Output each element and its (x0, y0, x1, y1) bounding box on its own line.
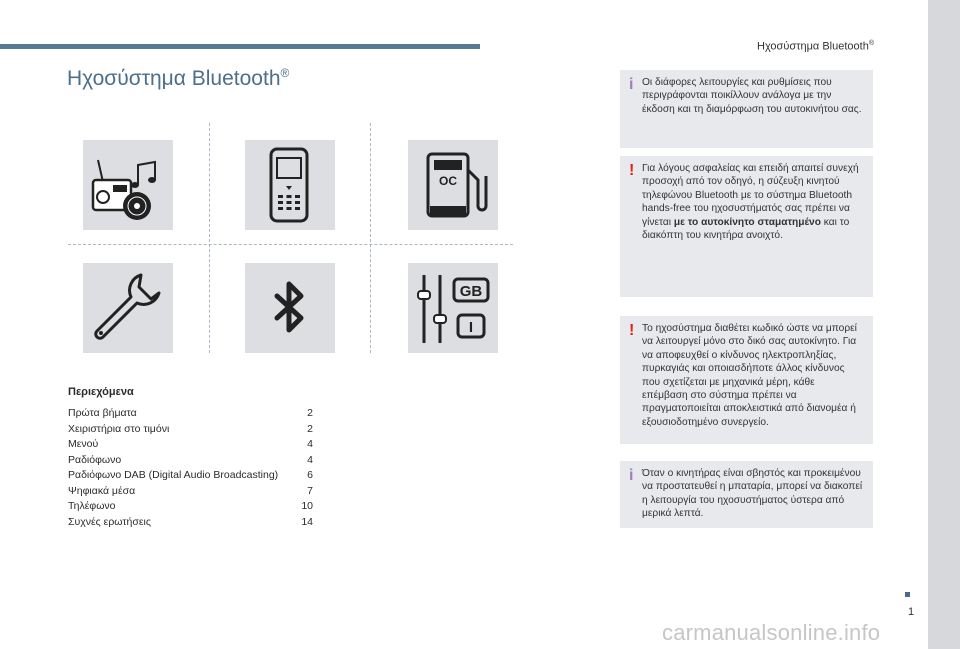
tile-radio-music[interactable] (83, 140, 173, 230)
toc-page: 10 (301, 500, 313, 512)
toc-item[interactable] (68, 499, 313, 515)
page-title-text: Ηχοσύστημα Bluetooth (67, 67, 281, 90)
fuel-pump-icon (408, 140, 498, 230)
tile-language[interactable] (408, 263, 498, 353)
toc-item[interactable] (68, 406, 313, 422)
info-icon: i (629, 467, 634, 484)
tile-bluetooth[interactable] (245, 263, 335, 353)
language-top-label: GB (459, 283, 483, 300)
contents-heading: Περιεχόμενα (68, 386, 134, 398)
grid-divider (209, 123, 210, 353)
note-text: Το ηχοσύστημα διαθέτει κωδικό ώστε να μπορεί να λειτουργεί μόνο στο δικό σας αυτοκίνητο. Για να αποφευχθεί ο κίνδυνος ηλεκτροπληξίας, πυρκαγιάς και οποιασδήποτε άλλος κίνδυνος που σχετίζεται με μηχανικά μέρη, κάθε επέμβαση στο σύστημα πρέπει να πραγματοποιείται αποκλειστικά από διανομέα ή εξουσιοδοτημένο συνεργείο. (642, 323, 857, 428)
warning-icon: ! (629, 322, 635, 339)
warning-note (620, 156, 873, 297)
toc-title: Ραδιόφωνο (68, 453, 122, 466)
note-text (642, 162, 863, 242)
toc-title: Ραδιόφωνο DAB (Digital Audio Broadcasting) (68, 469, 279, 481)
warning-icon: ! (629, 162, 635, 179)
wrench-icon (83, 263, 173, 353)
info-note (620, 461, 873, 528)
toc-page: 4 (307, 453, 313, 466)
note-text-part: και το διακόπτη του κινητήρα ανοιχτό. (642, 216, 850, 242)
toc-item[interactable] (68, 437, 313, 453)
grid-divider (370, 123, 371, 353)
page-title (67, 66, 289, 91)
tile-phone[interactable] (245, 140, 335, 230)
note-text: Όταν ο κινητήρας είναι σβηστός και προκειμένου να προστατευθεί η μπαταρία, μπορεί να διακοπεί η λειτουργία του ηχοσυστήματος ύστερα από μερικά λεπτά. (642, 468, 863, 520)
mobile-phone-icon (245, 140, 335, 230)
header-bar (0, 44, 480, 49)
toc-title: Χειριστήρια στο τιμόνι (68, 422, 170, 435)
page-number: 1 (908, 606, 915, 618)
warning-note (620, 316, 873, 444)
toc-title: Πρώτα βήματα (68, 407, 137, 419)
toc-page: 7 (307, 484, 313, 497)
table-of-contents (68, 386, 313, 530)
fuel-pump-label: OC (439, 174, 457, 188)
language-bottom-label: I (468, 319, 474, 336)
info-icon: i (629, 76, 634, 93)
toc-item[interactable] (68, 468, 313, 484)
toc-item[interactable] (68, 453, 313, 469)
info-note (620, 70, 873, 148)
note-text: Οι διάφορες λειτουργίες και ρυθμίσεις που περιγράφονται ποικίλλουν ανάλογα με την έκδοση και τη διαμόρφωση του αυτοκινήτου σας. (642, 77, 862, 115)
radio-music-icon (83, 140, 173, 230)
page-marker (905, 592, 910, 597)
header-section-title (757, 40, 874, 53)
toc-page: 2 (307, 407, 313, 419)
toc-item[interactable] (68, 484, 313, 500)
toc-title: Συχνές ερωτήσεις (68, 515, 151, 528)
toc-page: 2 (307, 422, 313, 435)
language-settings-icon (408, 263, 498, 353)
header-title-sup: ® (868, 40, 875, 47)
tile-fuel[interactable] (408, 140, 498, 230)
note-text-part: Για λόγους ασφαλείας και επειδή απαιτεί συνεχή προσοχή από τον οδηγό, η σύζευξη κινητού τηλεφώνου Bluetooth με το σύστημα Bluetooth hands-free του ηχοσυστήματός σας πρέπει να γίνεται (642, 163, 859, 228)
grid-divider (68, 244, 513, 245)
toc-title: Ψηφιακά μέσα (68, 484, 136, 497)
note-text-bold: με το αυτοκίνητο σταματημένο (673, 216, 821, 228)
tile-wrench[interactable] (83, 263, 173, 353)
toc-page: 4 (307, 438, 313, 450)
toc-title: Τηλέφωνο (68, 500, 116, 512)
header-title-text: Ηχοσύστημα Bluetooth (757, 40, 869, 53)
watermark: carmanualsonline.info (662, 620, 881, 645)
right-edge-strip (928, 0, 960, 649)
toc-item[interactable] (68, 422, 313, 438)
toc-title: Μενού (68, 438, 99, 450)
bluetooth-icon (245, 263, 335, 353)
toc-item[interactable] (68, 515, 313, 531)
page-title-sup: ® (280, 66, 290, 80)
toc-page: 14 (301, 515, 313, 528)
toc-page: 6 (307, 469, 313, 481)
